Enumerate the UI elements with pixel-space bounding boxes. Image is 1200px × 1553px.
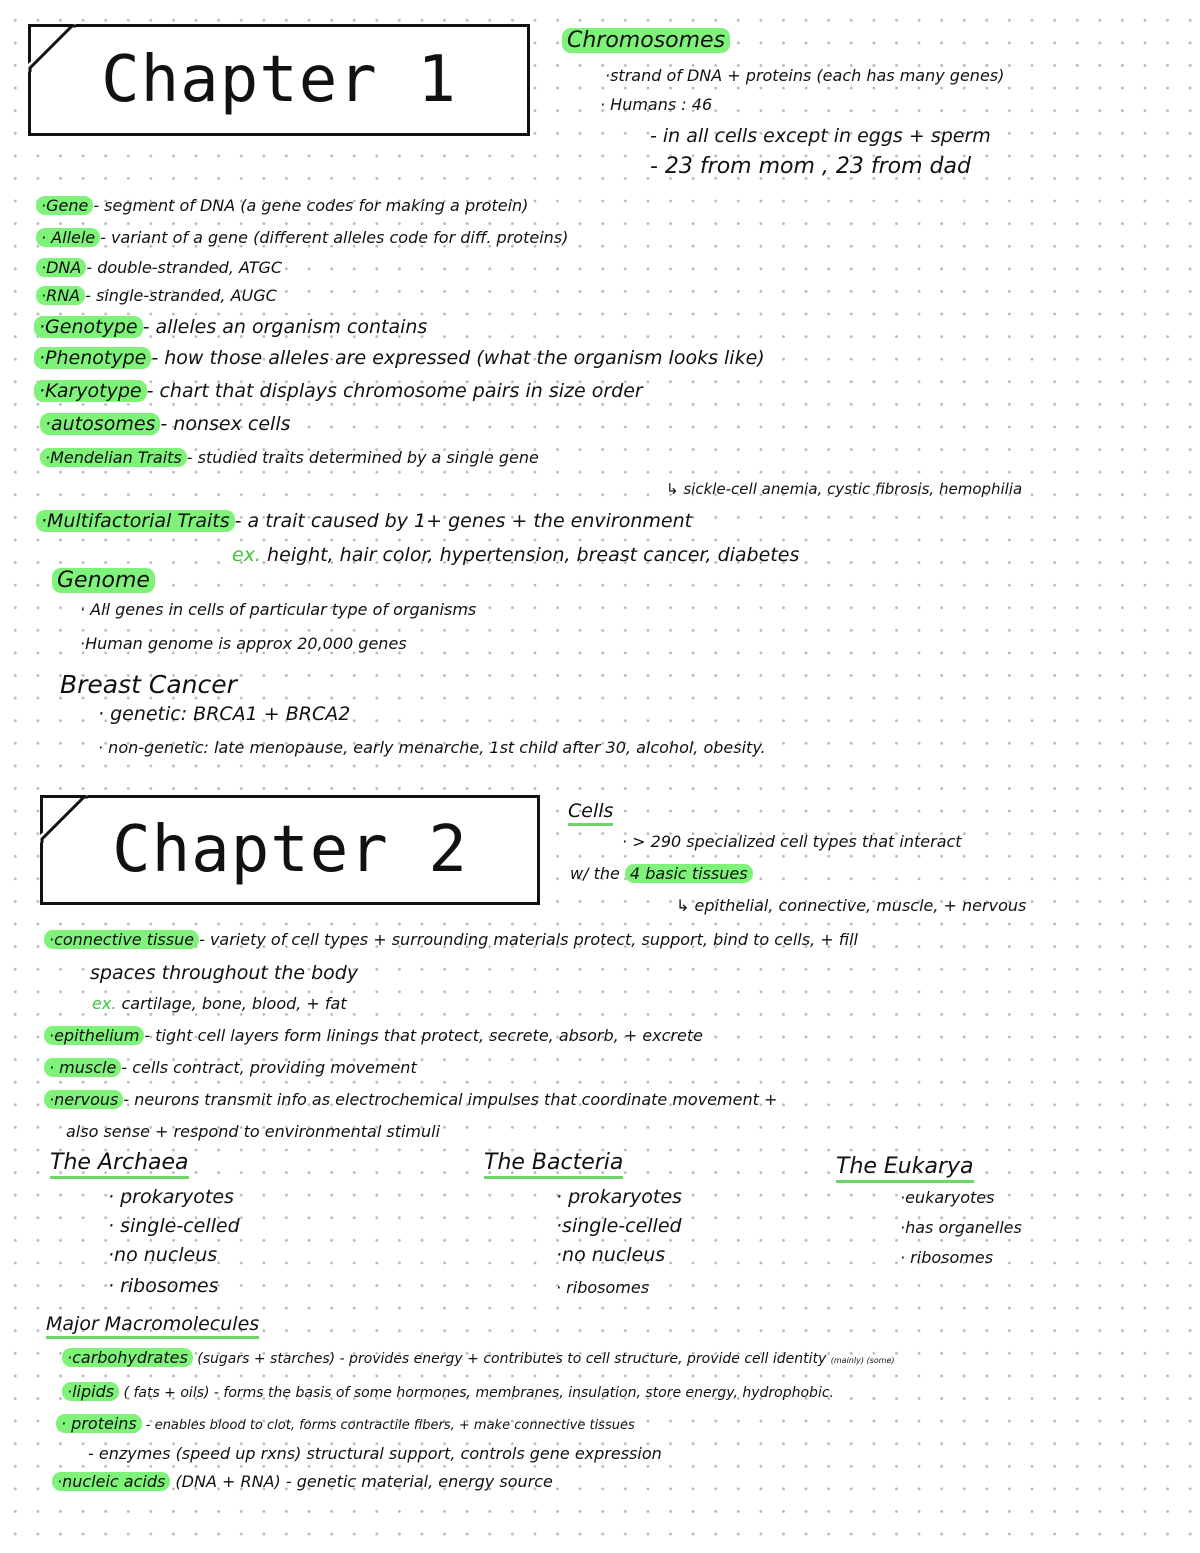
chapter-2-title: Chapter 2 [112, 813, 468, 887]
tissue-connective-cont: spaces throughout the body [90, 962, 359, 984]
page-corner-icon [40, 795, 88, 843]
genome-line-1: · All genes in cells of particular type of organisms [80, 600, 477, 619]
term-dna: ·DNA - double-stranded, ATGC [36, 258, 282, 277]
genome-heading: Genome [52, 568, 155, 593]
chromosomes-line-1: ·strand of DNA + proteins (each has many genes) [605, 66, 1005, 85]
domain-archaea-item: · ribosomes [108, 1275, 219, 1297]
domain-eukarya-item: ·eukaryotes [900, 1188, 995, 1207]
tissue-epithelium: ·epithelium - tight cell layers form linings that protect, secrete, absorb, + excrete [44, 1026, 703, 1045]
tissue-nervous: ·nervous - neurons transmit info as electrochemical impulses that coordinate movement + [44, 1090, 777, 1109]
domain-archaea-heading: The Archaea [50, 1150, 189, 1175]
domain-eukarya-item: · ribosomes [900, 1248, 994, 1267]
tissue-connective-example: ex. cartilage, bone, blood, + fat [92, 994, 347, 1013]
domain-archaea-item: · single-celled [108, 1215, 240, 1237]
chromosomes-line-3: - in all cells except in eggs + sperm [650, 125, 991, 147]
macromolecule-lipids: ·lipids ( fats + oils) - forms the basis of some hormones, membranes, insulation, store energy, hydrophobic. [62, 1382, 834, 1401]
cells-line-1: · > 290 specialized cell types that interact [622, 832, 962, 851]
term-genotype: ·Genotype - alleles an organism contains [34, 316, 427, 338]
breast-cancer-line-1: · genetic: BRCA1 + BRCA2 [98, 703, 351, 725]
cells-line-3: ↳ epithelial, connective, muscle, + nervous [676, 896, 1027, 915]
term-allele: · Allele - variant of a gene (different alleles code for diff. proteins) [36, 228, 568, 247]
tissue-connective: ·connective tissue - variety of cell types + surrounding materials protect, support, bind to cells, + fill [44, 930, 858, 949]
macromolecule-proteins-cont: - enzymes (speed up rxns) structural support, controls gene expression [88, 1444, 662, 1463]
macromolecule-nucleic-acids: ·nucleic acids (DNA + RNA) - genetic material, energy source [52, 1472, 553, 1491]
domain-eukarya-item: ·has organelles [900, 1218, 1022, 1237]
breast-cancer-line-2: · non-genetic: late menopause, early menarche, 1st child after 30, alcohol, obesity. [98, 738, 766, 757]
macromolecule-proteins: · proteins - enables blood to clot, forms contractile fibers, + make connective tissues [56, 1414, 635, 1433]
term-multifactorial-traits: ·Multifactorial Traits - a trait caused by 1+ genes + the environment [36, 510, 692, 532]
chapter-1-title-box [28, 24, 530, 136]
term-autosomes: ·autosomes - nonsex cells [40, 413, 291, 435]
genome-line-2: ·Human genome is approx 20,000 genes [80, 634, 407, 653]
domain-bacteria-item: · ribosomes [556, 1278, 650, 1297]
cells-line-2: w/ the 4 basic tissues [570, 864, 753, 883]
domain-bacteria-item: ·no nucleus [556, 1244, 666, 1266]
page-corner-icon [28, 24, 76, 72]
tissue-muscle: · muscle - cells contract, providing movement [44, 1058, 417, 1077]
term-mendelian-traits: ·Mendelian Traits - studied traits determined by a single gene [40, 448, 539, 467]
term-gene: ·Gene - segment of DNA (a gene codes for making a protein) [36, 196, 528, 215]
tissue-nervous-cont: also sense + respond to environmental stimuli [66, 1122, 441, 1141]
domain-bacteria-item: ·single-celled [556, 1215, 682, 1237]
multifactorial-example: ex. height, hair color, hypertension, breast cancer, diabetes [232, 544, 800, 566]
term-karyotype: ·Karyotype - chart that displays chromosome pairs in size order [34, 380, 643, 402]
mendelian-examples: ↳ sickle-cell anemia, cystic fibrosis, hemophilia [666, 480, 1023, 498]
term-rna: ·RNA - single-stranded, AUGC [36, 286, 277, 305]
cells-heading: Cells [568, 800, 613, 822]
chromosomes-line-2: · Humans : 46 [600, 95, 713, 114]
chromosomes-heading: Chromosomes [562, 28, 730, 53]
domain-eukarya-heading: The Eukarya [836, 1154, 974, 1179]
domain-bacteria-item: · prokaryotes [556, 1186, 682, 1208]
chapter-2-title-box [40, 795, 540, 905]
domain-archaea-item: ·no nucleus [108, 1244, 218, 1266]
macromolecule-carbohydrates: ·carbohydrates (sugars + starches) - provides energy + contributes to cell structure, provide cell identity (mainly) (some) [62, 1348, 895, 1367]
domain-archaea-item: · prokaryotes [108, 1186, 234, 1208]
macromolecules-heading: Major Macromolecules [46, 1313, 259, 1335]
chapter-1-title: Chapter 1 [101, 43, 457, 117]
term-phenotype: ·Phenotype - how those alleles are expressed (what the organism looks like) [34, 347, 765, 369]
chromosomes-line-4: - 23 from mom , 23 from dad [650, 154, 971, 179]
breast-cancer-heading: Breast Cancer [60, 670, 237, 699]
domain-bacteria-heading: The Bacteria [484, 1150, 623, 1175]
